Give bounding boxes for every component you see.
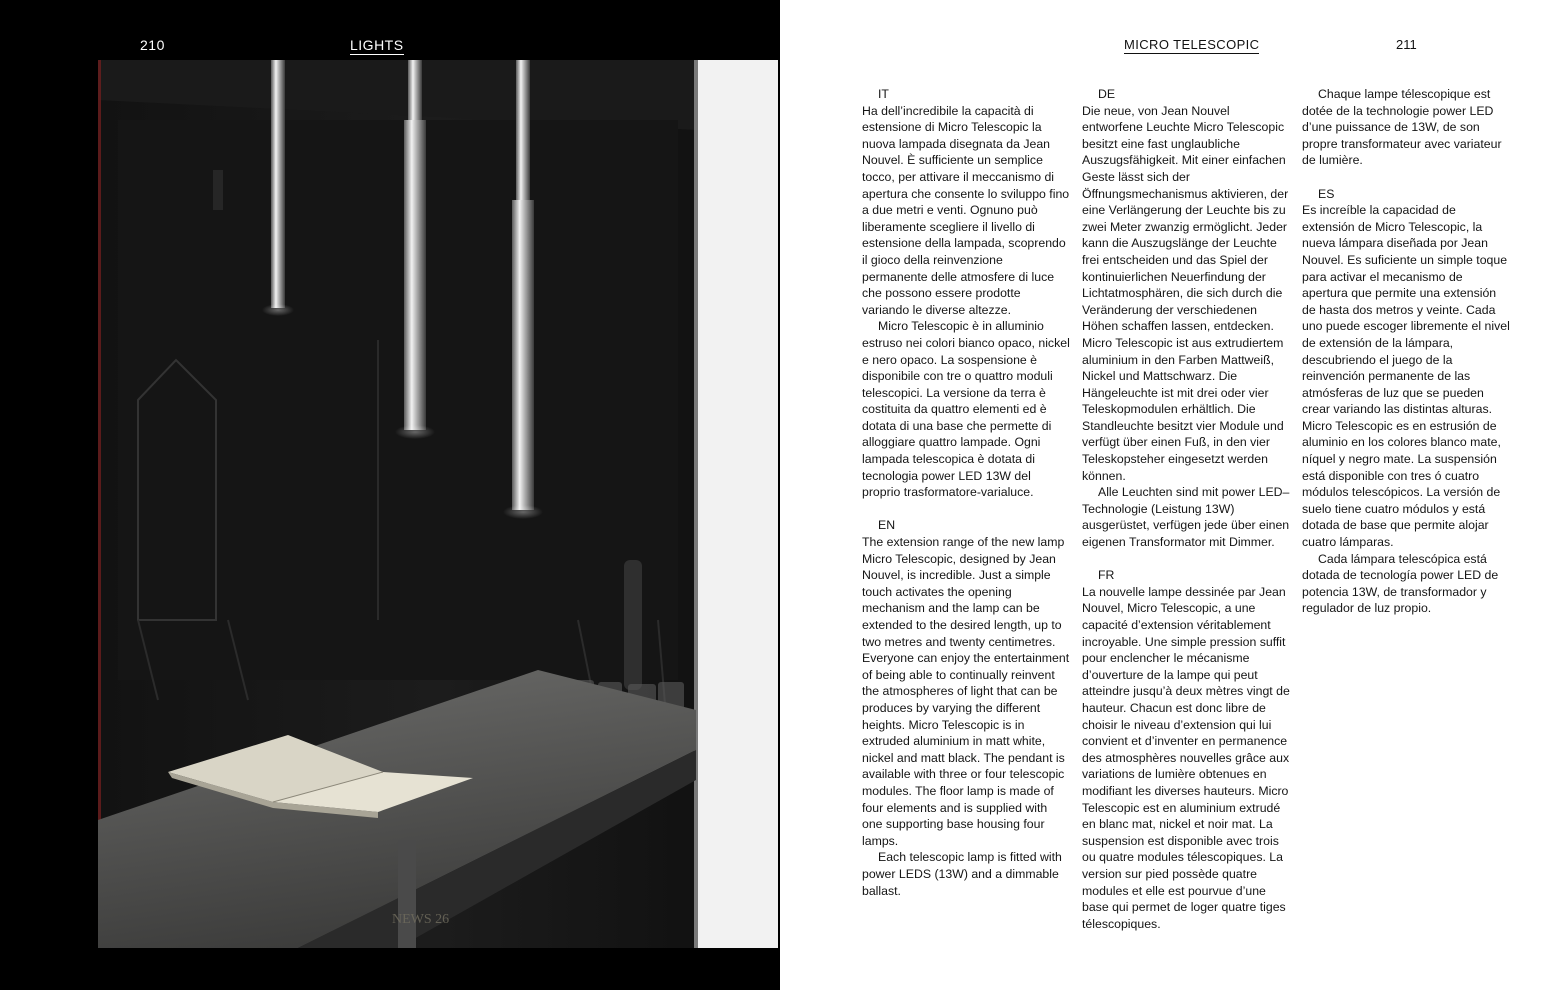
- heading-it: IT: [878, 87, 889, 101]
- text-column-2: [1082, 86, 1290, 932]
- page-number-right: 211: [1396, 37, 1417, 52]
- text-column-3: [1302, 86, 1510, 617]
- paragraph-de-2: Alle Leuchten sind mit power LED–Technologie (Leistung 13W) ausgerüstet, verfügen jede über einen eigenen Transformator mit Dimmer.: [1082, 485, 1290, 550]
- heading-fr: FR: [1098, 568, 1115, 583]
- photo-label: NEWS 26: [392, 912, 450, 927]
- paragraph-en-1: The extension range of the new lamp Micro Telescopic, designed by Jean Nouvel, is incredible. Just a simple touch activates the opening mechanism and the lamp can be extended to the desired length, up to two metres and twenty centimetres. Everyone can enjoy the entertainment of being able to continually reinvent the atmospheres of light that can be produces by varying the different heights. Micro Telescopic is in extruded aluminium in matt white, nickel and matt black. The pendant is available with three or four telescopic modules. The floor lamp is made of four elements and is supplied with one supporting base housing four lamps.: [862, 535, 1070, 848]
- text-column-1: [862, 86, 1070, 899]
- section-title-lights: LIGHTS: [350, 37, 404, 53]
- heading-es: ES: [1318, 186, 1335, 201]
- page-number-left: 210: [140, 37, 165, 53]
- paragraph-es-2: Cada lámpara telescópica está dotada de tecnología power LED de potencia 13W, de transformador y regulador de luz propio.: [1302, 551, 1499, 616]
- paragraph-en-2: Each telescopic lamp is fitted with power LEDS (13W) and a dimmable ballast.: [862, 850, 1062, 898]
- section-title-micro-telescopic: MICRO TELESCOPIC: [1124, 37, 1260, 52]
- paragraph-fr-2: Chaque lampe télescopique est dotée de la technologie power LED d’une puissance de 13W, de son propre transformateur avec variateur de lumière.: [1302, 87, 1502, 168]
- heading-en: EN: [878, 518, 896, 533]
- product-photo: [98, 60, 778, 948]
- paragraph-it-2: Micro Telescopic è in alluminio estruso nei colori bianco opaco, nickel e nero opaco. La sospensione è disponibile con tre o quattro moduli telescopici. La versione da terra è costituita da quattro elementi ed è dotata di una base che permette di alloggiare quattro lampade. Ogni lampada telescopica è dotata di tecnologia power LED 13W del proprio trasformatore-varialuce.: [862, 319, 1070, 500]
- paragraph-de-1: Die neue, von Jean Nouvel entworfene Leuchte Micro Telescopic besitzt eine fast unglaubliche Auszugsfähigkeit. Mit einer einfachen Geste lässt sich der Öffnungsmechanismus aktivieren, der eine Verlängerung der Leuchte bis zu zwei Meter zwanzig ermöglicht. Jeder kann die Auszugslänge der Leuchte frei entscheiden und das Spiel der kontinuierlichen Neuerfindung der Lichtatmosphären, die sich durch die Veränderung der verschiedenen Höhen schaffen lassen, entdecken. Micro Telescopic ist aus extrudiertem aluminium in den Farben Mattweiß, Nickel und Mattschwarz. Die Hängeleuchte ist mit drei oder vier Teleskopmodulen erhältlich. Die Standleuchte besitzt vier Module und verfügt über einen Fuß, in den vier Teleskopsteher eingesetzt werden können.: [1082, 103, 1289, 483]
- photo-illustration: [98, 60, 778, 948]
- right-page: [780, 0, 1558, 990]
- paragraph-es-1: Es increíble la capacidad de extensión de Micro Telescopic, la nueva lámpara diseñada por Jean Nouvel. Es suficiente un simple toque para activar el mecanismo de apertura que permite una extensión de hasta dos metros y veinte. Cada uno puede escoger libremente el nivel de extensión de la lámpara, descubriendo el juego de la reinvención permanente de las atmósferas de luz que se pueden crear variando las distintas alturas. Micro Telescopic es en estrusión de aluminio en los colores blanco mate, níquel y negro mate. La suspensión está disponible con tres ó cuatro módulos telescópicos. La versión de suelo tiene cuatro módulos y está dotada de base que permite alojar cuatro lámparas.: [1302, 203, 1510, 550]
- heading-de: DE: [1098, 87, 1116, 101]
- paragraph-it-1: Ha dell’incredibile la capacità di estensione di Micro Telescopic la nuova lampada disegnata da Jean Nouvel. È sufficiente un semplice tocco, per attivare il meccanismo di apertura che consente lo sviluppo fino a due metri e venti. Ognuno può liberamente scegliere il livello di estensione della lampada, scoprendo il gioco della reinvenzione permanente delle atmosfere di luce che possono essere prodotte variando le diverse altezze.: [862, 103, 1070, 317]
- paragraph-fr-1: La nouvelle lampe dessinée par Jean Nouvel, Micro Telescopic, a une capacité d’extension véritablement incroyable. Une simple pression suffit pour enclencher le mécanisme d’ouverture de la lampe qui peut atteindre jusqu’à deux mètres vingt de hauteur. Chacun est donc libre de choisir le niveau d’extension qui lui convient et d’inventer en permanence des atmosphères nouvelles grâce aux variations de lumière obtenues en modifiant les diverses hauteurs. Micro Telescopic est en aluminium extrudé en blanc mat, nickel et noir mat. La suspension est disponible avec trois ou quatre modules télescopiques. La version sur pied possède quatre modules et elle est pourvue d’une base qui permet de loger quatre tiges télescopiques.: [1082, 584, 1290, 931]
